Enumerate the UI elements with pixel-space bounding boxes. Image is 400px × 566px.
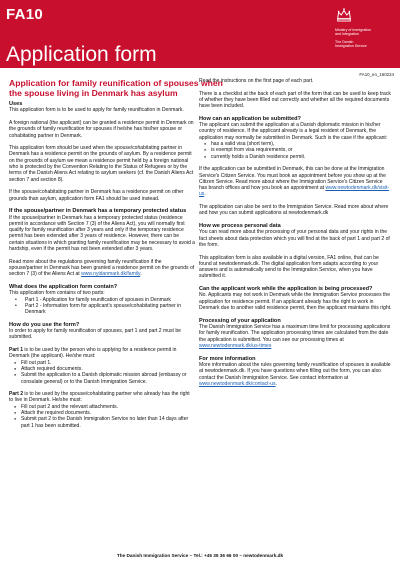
ministry-line-2: and Integration [335,32,359,37]
part-2-description: Part 2 is to be used by the spouse/cohabitating partner who already has the right to live in Denmark. He/she must: [9,391,190,404]
list-item: ● Attach the required documents. [14,410,195,416]
checklist-note: There is a checklist at the back of each part of the form that can be used to keep track of whether they have been filled out correctly and whether all the required documents have been included. [199,90,391,110]
royal-crown-crest-icon [335,6,353,24]
header-banner [0,0,400,68]
personal-data-paragraph: You can read more about the processing of your personal data and your rights in the fact sheets about data protection which you will find at the back of part 1 and part 2 of the form. [199,229,390,248]
more-info-paragraph: More information about the rules governing family reunification of spouses is available at newtodenmark.dk. If you have questions when filling out the form, you can also contact the Danish Immigration Service. See contact information at www.newtodenmark.dk/contact-us. [199,361,391,387]
uses-paragraph-3: This application form should be used when the spouse/cohabitating partner in Denmark has a residence permit on the grounds of asylum. By a residence permit on the grounds of asylum we mean a residence permit held by a foreign national who is protected by the Convention Relating to the Status of Refugees or by the terms of the Danish Aliens Act relating to asylum seekers (cf. the Danish Aliens Act section 7 and section 8). [9,145,194,183]
temporary-status-paragraph-1: If the spouse/partner in Denmark has a temporary protected status (residence permit in accordance with Section 7 (3) of the Aliens Act), you will normally first qualify for family reunification after 3 years and only if the temporary residence permit has been extended after 3 years of residence. However, there can be certain situations in which granting family reunification may be necessary to avoid a hardship, even if the permit has not been extended after 3 years. [9,214,195,253]
ministry-name [335,28,395,48]
service-line-1: The Danish [335,39,354,44]
form-title: Application form [6,43,157,66]
how-to-use-heading: How do you use the form? [9,321,80,328]
ministry-line-1: Ministry of Immigration [335,28,372,32]
part-2-label: Part 2 [9,391,24,398]
uses-paragraph-4: If the spouse/cohabitating partner in Denmark has a residence permit on other grounds than asylum, application form FA1 should be used instead. [9,189,184,202]
list-item: ● is exempt from visa requirements, or [204,147,392,153]
temporary-status-text: Read more about the regulations governing family reunification if the spouse/partner in Denmark has been granted a residence permit on the grounds of section 7 (3) of the Aliens Act at [9,258,195,278]
family-link[interactable]: www.nyidanmark.dk/family [81,271,141,278]
contents-intro: This application form contains of two parts: [9,290,105,297]
part-2-list [9,404,195,429]
temporary-status-paragraph-2: Read more about the regulations governing family reunification if the spouse/partner in Denmark has been granted a residence permit on the grounds of section 7 (3) of the Aliens Act at www.nyidanmark.dk/family. [9,258,195,278]
send-application-paragraph: The application can also be sent to the Immigration Service. Read more about where and how you can submit applications at newtodenmark.dk [199,204,389,217]
contact-us-link[interactable]: www.newtodenmark.dk/contact-us [199,380,276,387]
work-paragraph: No. Applicants may not work in Denmark while the Immigration Service processes the application for residence permit. If an applicant already has the right to work in Denmark due to another valid residence permit, then the applicant maintains this right. [199,292,392,312]
list-item: ● has a valid visa (short term), [204,141,392,147]
uses-paragraph-2: A foreign national (the applicant) can be granted a residence permit in Denmark on the grounds of family reunification for spouses if he/she has his/her spouse or cohabitating partner in Denmark. [9,120,194,139]
citizen-service-paragraph: If the application can be submitted in Denmark, this can be done at the Immigration Service's Citizen Service. You must book an appointment before you show up at the Citizen Service. Read more about where the Immigration Service's Citizen Service has branch offices and how you book an appointment at www.newtodenmark.dk/visit-us. [199,166,390,198]
page-title: Application for family reunification of spouses when the spouse living in Denmark has asylum [9,78,223,99]
digital-version-paragraph: This application form is also available in a digital version, FA1 online, that can be found at newtodenmark.dk. The digital application form adapts according to your answers and is automatically send to the Immigration Service, when you have submitted it. [199,254,379,280]
part-1-description: Part 1 is to be used by the person who is applying for a residence permit in Denmark (the applicant). He/she must: [9,347,177,360]
visit-us-link[interactable]: www.newtodenmark.dk/visit-us [199,185,390,198]
list-item: • Part 2 - Information form for applicant's spouse/cohabitating partner in Denmark [15,303,195,316]
contents-heading: What does the application form contain? [9,283,118,290]
instructions-note: Read the instructions on the first page of each part. [199,78,314,84]
form-reference: FA10_en_160224 [359,72,394,77]
contents-list [9,297,195,316]
part-1-list [9,360,195,385]
right-column [199,78,392,393]
list-item: ● currently holds a Danish residence permit. [204,154,392,160]
form-code: FA10 [6,6,44,23]
more-info-heading: For more information [199,355,256,362]
footer-contact: The Danish Immigration Service – Tel.: +45 35 36 66 00 – newtodenmark.dk [116,553,284,558]
part-1-label: Part 1 [9,347,24,354]
list-item: ● Fill out part 1. [14,360,195,366]
work-heading: Can the applicant work while the application is being processed? [199,286,373,293]
temporary-status-heading: If the spouse/partner in Denmark has a temporary protected status [9,208,187,215]
list-item: ● Attach required documents. [14,366,195,372]
list-item: • Part 1 - Application for family reunification of spouses in Denmark [15,297,195,303]
processing-times-link[interactable]: www.newtodenmark.dk/us-times [199,342,272,349]
list-item: ● Fill out part 2 and the relevant attachments. [14,404,195,410]
left-column [9,101,195,435]
how-to-use-intro: In order to apply for family reunification of spouses, part 1 and part 2 must be submitted. [9,328,181,341]
service-line-2: Immigration Service [335,43,367,48]
list-item: ● Submit part 2 to the Danish Immigration Service no later than 14 days after part 1 has been submitted. [14,416,195,429]
uses-paragraph-1: This application form is to be used to apply for family reunification in Denmark. [9,107,184,114]
processing-paragraph: The Danish Immigration Service has a maximum time limit for processing applications for family reunification. The application processing times are calculated from the date the application is submitted. You can see our processing times at www.newtodenmark.dk/us-times [199,324,391,349]
uses-heading: Uses [9,101,23,107]
submit-intro: The applicant can submit the application at a Danish diplomatic mission in his/her country of residence. If the applicant already is a legal resident of Denmark, the application may normally be submitted in Denmark. Such is the case if the applicant: [199,122,388,141]
personal-data-heading: How we process personal data [199,222,281,229]
submit-conditions-list [199,141,392,160]
submit-heading: How can an application be submitted? [199,115,301,122]
processing-heading: Processing of your application [199,317,281,324]
list-item: ● Submit the application to a Danish diplomatic mission abroad (embassy or consulate general) or to the Danish Immigration Service. [14,372,195,385]
